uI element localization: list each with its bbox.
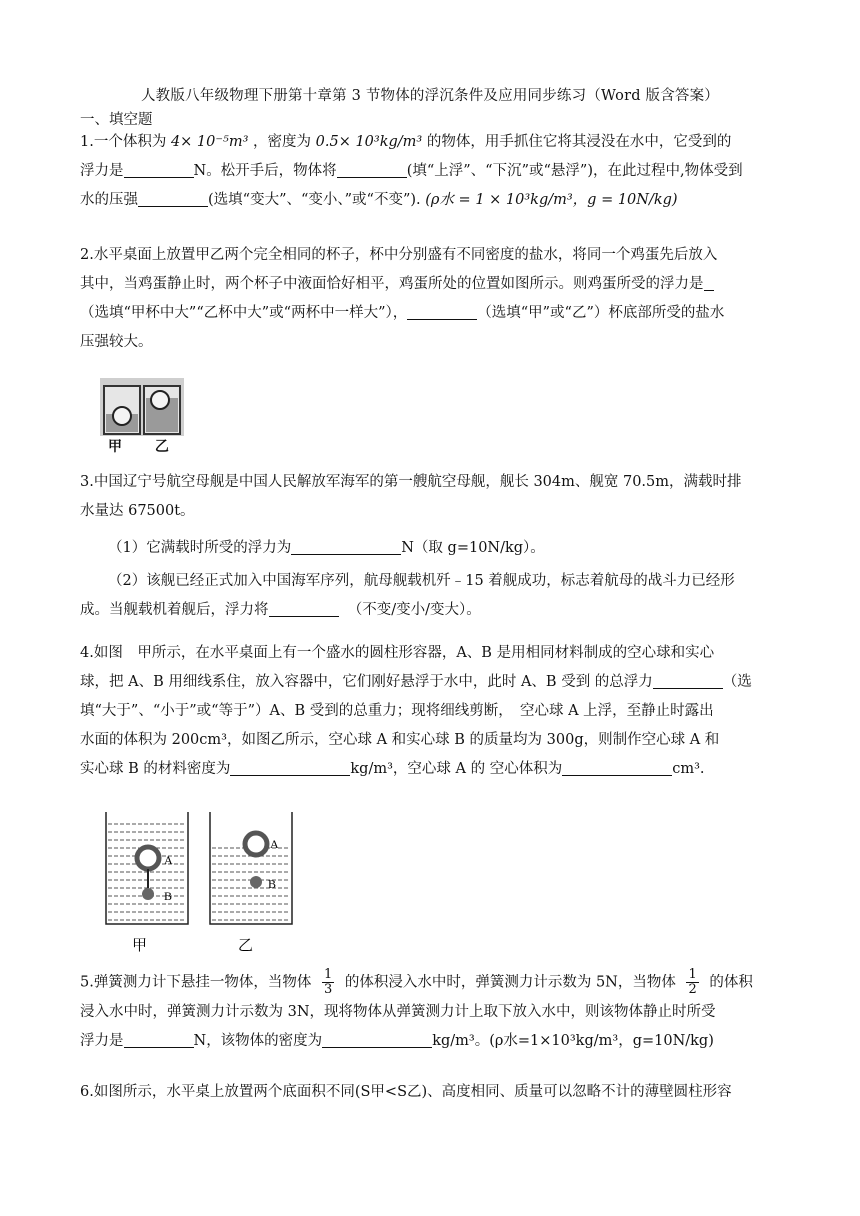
answer-blank[interactable] [562,759,672,776]
label-a-jia: A [164,853,173,867]
answer-blank[interactable] [337,161,407,178]
q2-line-1: 2.水平桌面上放置甲乙两个完全相同的杯子，杯中分别盛有不同密度的盐水，将同一个鸡蛋先后放入 [80,247,718,263]
container-balls-figure [104,808,304,954]
label-b-jia: B [164,889,173,903]
question-4 [80,639,780,784]
document-title: 人教版八年级物理下册第十章第 3 节物体的浮沉条件及应用同步练习（Word 版含答案） [140,88,719,104]
answer-blank[interactable] [704,274,714,291]
q3-sub-2-line-2: 成。当舰载机着舰后，浮力将 （不变/变小/变大）。 [80,602,481,618]
q5-line-2: 浸入水中时，弹簧测力计示数为 3N，现将物体从弹簧测力计上取下放入水中，则该物体静止时所受 [80,1003,716,1020]
q2-line-3: （选填“甲杯中大”“乙杯中大”或“两杯中一样大”）， （选填“甲”或“乙”）杯底部所受的盐水 [80,305,725,321]
label-a-yi: A [270,837,279,851]
q2-line-2: 其中，当鸡蛋静止时，两个杯子中液面恰好相平，鸡蛋所处的位置如图所示。则鸡蛋所受的浮力是 [80,270,780,299]
q4-line-4: 水面的体积为 200cm³，如图乙所示，空心球 A 和实心球 B 的质量均为 300g，则制作空心球 A 和 [80,732,720,748]
answer-blank[interactable] [124,1031,194,1048]
answer-blank[interactable] [269,600,339,617]
q1-line-2: 浮力是 N。松开手后，物体将 (填“上浮”、“下沉”或“悬浮”)，在此过程中,物体受到 [80,163,743,179]
container-diagram [104,808,304,954]
question-5 [80,968,780,1056]
q1-line-3: 水的压强 (选填“变大”、“变小、”或“不变”). (ρ水 = 1 × 10³kg/m³，g = 10N/kg) [80,192,678,208]
q3-sub-1: （1）它满载时所受的浮力为 N（取 g=10N/kg）。 [108,540,545,556]
answer-blank[interactable] [653,672,723,689]
answer-blank[interactable] [322,1031,432,1048]
q5-line-3: 浮力是 N，该物体的密度为 kg/m³。(ρ水=1×10³kg/m³，g=10N/kg) [80,1032,714,1049]
q1-line-1: 1.一个体积为 4× 10⁻⁵m³ ，密度为 0.5× 10³kg/m³ 的物体，用手抓住它将其浸没在水中，它受到的 [80,134,732,150]
answer-blank[interactable] [124,161,194,178]
answer-blank[interactable] [230,759,350,776]
container-jia [106,812,188,924]
container-yi [210,812,292,924]
egg-cups-figure [100,378,184,455]
q5-line-1: 5.弹簧测力计下悬挂一物体，当物体 $\frac{1}{3}$ 的体积浸入水中时，弹簧测力计示数为 5N，当物体 $\frac{1}{2}$ 的体积 [80,967,753,997]
label-b-yi: B [268,877,277,891]
q3-sub-2-line-1: （2）该舰已经正式加入中国海军序列，航母舰载机歼﹣15 着舰成功，标志着航母的战斗力已经形 [108,573,735,589]
label-yi: 乙 [238,936,254,954]
answer-blank[interactable] [407,303,477,320]
q2-line-4: 压强较大。 [80,334,153,350]
fraction-one-third: $\frac{1}{3}$ [323,967,333,997]
q4-line-5: 实心球 B 的材料密度为 kg/m³，空心球 A 的 空心体积为 cm³. [80,761,705,777]
question-1 [80,128,780,215]
question-3 [80,468,780,625]
egg-cups-caption: 甲 乙 [108,439,183,455]
answer-blank[interactable] [138,190,208,207]
label-jia: 甲 [132,936,148,954]
section-heading: 一、填空题 [80,112,153,128]
answer-blank[interactable] [291,538,401,555]
q3-line-2: 水量达 67500t。 [80,503,195,519]
q4-line-3: 填“大于”、“小于”或“等于”）A、B 受到的总重力；现将细线剪断， 空心球 A 上浮，至静止时露出 [80,703,714,719]
q4-line-1: 4.如图 甲所示，在水平桌面上有一个盛水的圆柱形容器，A、B 是用相同材料制成的空心球和实心 [80,645,715,661]
q3-line-1: 3.中国辽宁号航空母舰是中国人民解放军海军的第一艘航空母舰，舰长 304m、舰宽 70.5m，满载时排 [80,474,742,490]
fraction-one-half: $\frac{1}{2}$ [688,967,697,997]
q6-line-1: 6.如图所示，水平桌上放置两个底面积不同(S甲<S乙)、高度相同、质量可以忽略不计的薄壁圆柱形容 [80,1084,732,1100]
question-6 [80,1078,780,1107]
question-2 [80,241,780,357]
q4-line-2: 球，把 A、B 用细线系住，放入容器中，它们刚好悬浮于水中，此时 A、B 受到 的总浮力 （选 [80,674,752,690]
